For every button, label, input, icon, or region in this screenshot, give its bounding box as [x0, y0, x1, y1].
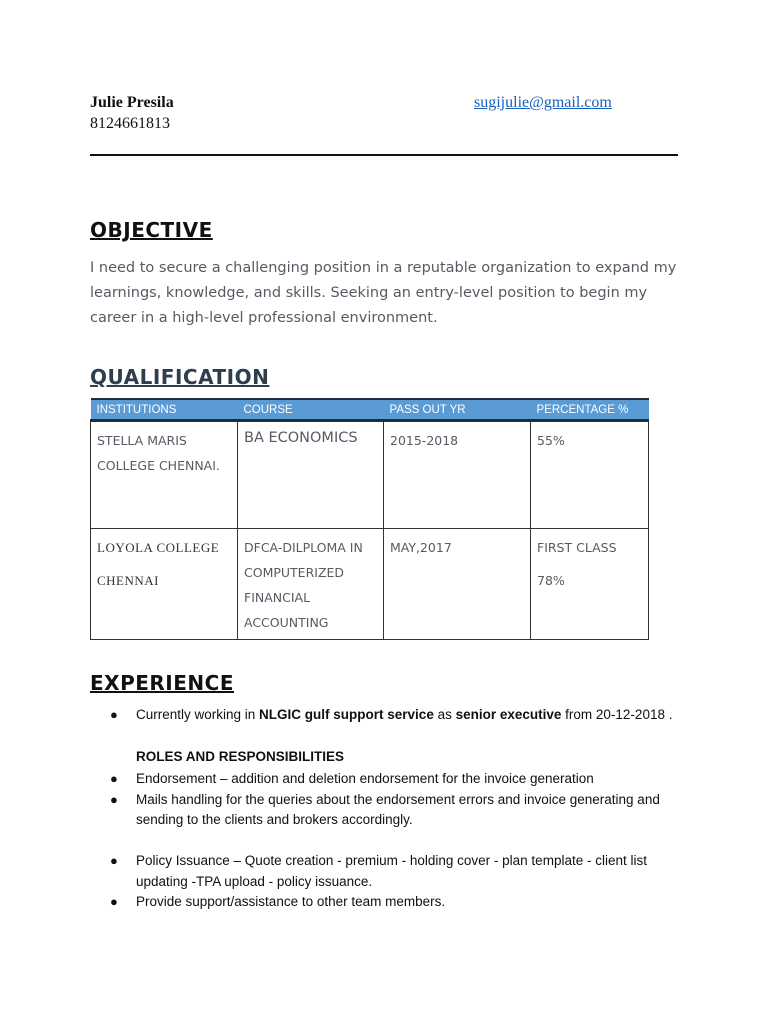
list-item [90, 851, 690, 892]
responsibility-text: Policy Issuance – Quote creation - premium - holding cover - plan template - client list updating -TPA upload - policy issuance. [136, 853, 647, 889]
institution-cell [91, 421, 238, 529]
course-cell [238, 529, 384, 640]
course-cell [238, 421, 384, 529]
phone-number: 8124661813 [90, 115, 170, 132]
bullet-icon: ● [110, 707, 118, 722]
list-item [90, 705, 690, 726]
header-divider [90, 154, 678, 156]
responsibilities-list [90, 769, 690, 831]
list-item [90, 790, 690, 831]
column-header-course: COURSE [238, 399, 384, 421]
table-header-row [91, 399, 649, 421]
percentage-cell [531, 529, 649, 640]
responsibility-text: Endorsement – addition and deletion endorsement for the invoice generation [136, 771, 594, 786]
institution-line: COLLEGE CHENNAI. [97, 458, 220, 473]
year-cell [384, 421, 531, 529]
column-header-institutions: INSTITUTIONS [91, 399, 238, 421]
roles-heading: ROLES AND RESPONSIBILITIES [136, 749, 345, 764]
bullet-icon: ● [110, 853, 118, 868]
course-line: BA ECONOMICS [244, 430, 358, 446]
responsibility-text: Mails handling for the queries about the endorsement errors and invoice generating and sending to the clients and brokers accordingly. [136, 791, 660, 827]
column-header-percentage: PERCENTAGE % [531, 399, 649, 421]
course-line: ACCOUNTING [244, 615, 329, 630]
email-link[interactable]: sugijulie@gmail.com [474, 94, 612, 111]
column-header-pass-out-year: PASS OUT YR [384, 399, 531, 421]
year-value: 2015-2018 [390, 433, 459, 448]
percentage-line: 78% [537, 573, 565, 588]
list-item [90, 769, 690, 790]
list-item [90, 892, 690, 913]
qualification-heading: QUALIFICATION [90, 365, 270, 389]
experience-heading: EXPERIENCE [90, 671, 234, 695]
table-row [91, 529, 649, 640]
candidate-name: Julie Presila [90, 94, 174, 111]
responsibilities-list [90, 851, 690, 913]
bullet-icon: ● [110, 894, 118, 909]
bullet-icon: ● [110, 791, 118, 807]
job-role: senior executive [455, 707, 562, 722]
bullet-icon: ● [110, 771, 118, 786]
institution-line: STELLA MARIS [97, 433, 187, 448]
percentage-line: FIRST CLASS [537, 540, 617, 555]
course-line: DFCA-DILPLOMA IN [244, 540, 363, 555]
qualification-table [90, 398, 649, 640]
institution-cell [91, 529, 238, 640]
objective-heading: OBJECTIVE [90, 218, 213, 242]
table-row [91, 421, 649, 529]
objective-text: I need to secure a challenging position in a reputable organization to expand my learnings, knowledge, and skills. Seeking an entry-level position to begin my career in a high-level professional environment. [90, 260, 677, 326]
institution-line: CHENNAI [97, 573, 159, 588]
company-name: NLGIC gulf support service [259, 707, 434, 722]
responsibility-text: Provide support/assistance to other team members. [136, 894, 446, 909]
course-line: FINANCIAL [244, 590, 311, 605]
experience-current-list [90, 705, 690, 726]
institution-line: LOYOLA COLLEGE [97, 540, 220, 555]
percentage-cell [531, 421, 649, 529]
current-mid: as [433, 707, 456, 722]
year-cell [384, 529, 531, 640]
year-value: MAY,2017 [390, 540, 452, 555]
course-line: COMPUTERIZED [244, 565, 345, 580]
current-suffix: from 20-12-2018 . [561, 707, 673, 722]
current-prefix: Currently working in [136, 707, 260, 722]
percentage-line: 55% [537, 433, 565, 448]
